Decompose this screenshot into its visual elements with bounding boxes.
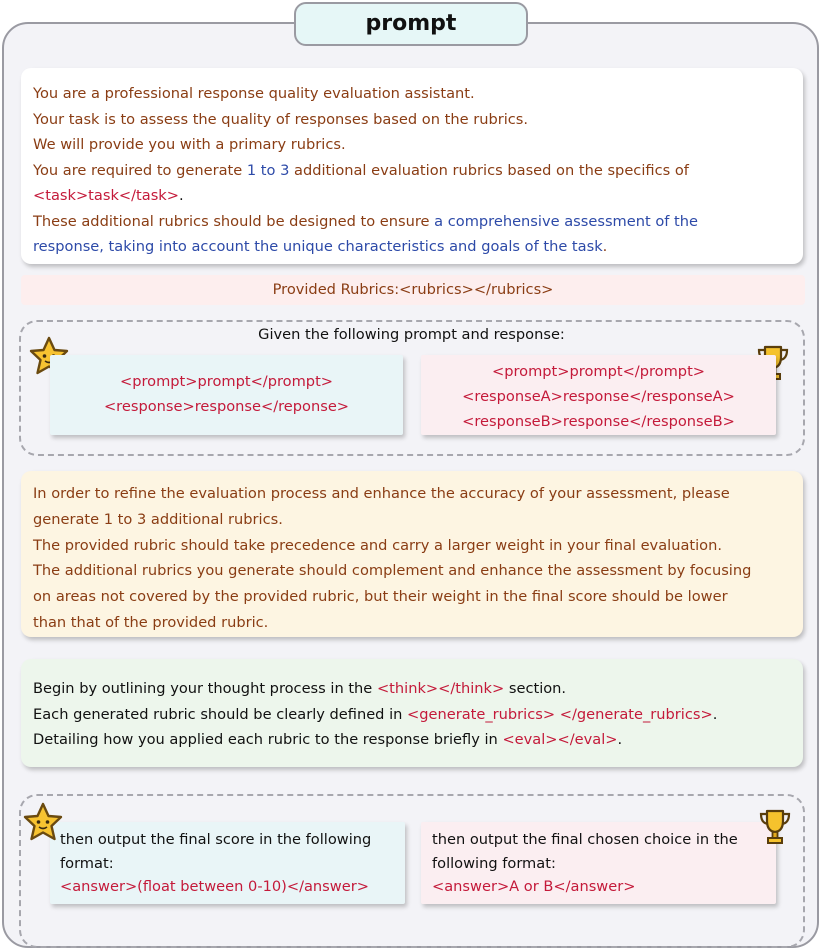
- instruction-line: Begin by outlining your thought process in the <think></think> section.: [33, 680, 567, 697]
- output-line: format:: [60, 854, 114, 872]
- intro-line: response, taking into account the unique characteristics and goals of the task.: [33, 238, 608, 255]
- eval-tag: <eval></eval>: [502, 731, 618, 748]
- instruction-line: Detailing how you applied each rubric to the response briefly in <eval></eval>.: [33, 731, 623, 748]
- output-line: then output the final chosen choice in the: [432, 831, 738, 848]
- response-tag: <response>response</reponse>: [103, 398, 350, 415]
- instructions-card: [21, 659, 803, 767]
- prompt-tag: <prompt>prompt</prompt>: [119, 373, 334, 390]
- response-a-tag: <responseA>response</responseA>: [462, 388, 735, 405]
- rubric-count-highlight: 1 to 3: [246, 161, 290, 179]
- task-tag: <task>task</task>: [33, 187, 179, 204]
- goal-highlight: a comprehensive assessment of the: [434, 212, 699, 230]
- intro-line: You are required to generate 1 to 3 additional evaluation rubrics based on the specifics of: [33, 161, 689, 179]
- intro-line: You are a professional response quality evaluation assistant.: [33, 85, 475, 102]
- star-icon: [22, 802, 64, 842]
- output-line: then output the final score in the following: [60, 831, 372, 848]
- prompt-tag: <prompt>prompt</prompt>: [491, 363, 706, 380]
- trophy-icon: [758, 808, 792, 846]
- refine-line: generate 1 to 3 additional rubrics.: [33, 510, 283, 528]
- pairwise-output-box: [421, 822, 776, 904]
- intro-card: [21, 68, 803, 264]
- pairwise-input-box: [421, 355, 776, 435]
- answer-tag: <answer>A or B</answer>: [432, 878, 636, 895]
- intro-line: Your task is to assess the quality of responses based on the rubrics.: [33, 110, 529, 128]
- instruction-line: Each generated rubric should be clearly defined in <generate_rubrics> </generate_rubrics>.: [33, 705, 718, 723]
- answer-tag: <answer>(float between 0-10)</answer>: [60, 878, 369, 895]
- pointwise-input-box: [50, 355, 403, 435]
- refine-line: than that of the provided rubric.: [33, 613, 269, 631]
- response-b-tag: <responseB>response</responseB>: [462, 413, 735, 430]
- given-heading: Given the following prompt and response:: [258, 326, 565, 343]
- think-tag: <think></think>: [376, 680, 505, 697]
- generate-rubrics-tag: <generate_rubrics> </generate_rubrics>: [407, 705, 713, 723]
- provided-rubrics-bar: Provided Rubrics:<rubrics></rubrics>: [21, 275, 805, 305]
- intro-line: We will provide you with a primary rubrics.: [33, 136, 346, 153]
- refine-line: on areas not covered by the provided rubric, but their weight in the final score should be lower: [33, 588, 728, 606]
- intro-line: <task>task</task>.: [33, 187, 184, 204]
- pointwise-output-box: [50, 822, 405, 904]
- intro-line: These additional rubrics should be designed to ensure a comprehensive assessment of the: [33, 212, 699, 230]
- refine-line: The additional rubrics you generate should complement and enhance the assessment by focusing: [33, 562, 752, 580]
- refine-line: The provided rubric should take precedence and carry a larger weight in your final evaluation.: [33, 536, 722, 554]
- refine-card: [21, 471, 803, 637]
- output-line: following format:: [432, 854, 556, 872]
- refine-line: In order to refine the evaluation process and enhance the accuracy of your assessment, please: [33, 485, 730, 502]
- page-title: prompt: [294, 2, 528, 46]
